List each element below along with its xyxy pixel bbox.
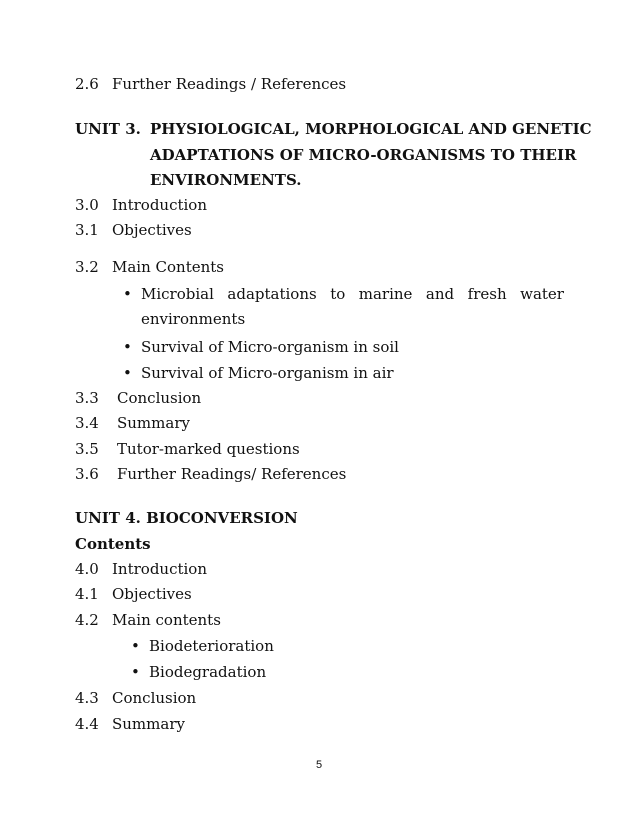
unit-3-heading (75, 119, 592, 139)
toc-item-4-1 (75, 584, 192, 604)
unit-3-title-line-1: PHYSIOLOGICAL, MORPHOLOGICAL AND GENETIC (150, 120, 592, 138)
toc-number: 3.4 (75, 414, 99, 432)
toc-text: Main contents (112, 611, 221, 629)
word: Microbial (141, 285, 214, 303)
toc-number: 2.6 (75, 75, 99, 93)
word: and (425, 285, 455, 303)
bullet-text: Biodeterioration (149, 637, 274, 655)
toc-number: 3.5 (75, 440, 99, 458)
word: to (330, 285, 346, 303)
toc-text: Introduction (112, 196, 207, 214)
bullet-item-continuation: environments (141, 310, 246, 328)
toc-number: 4.1 (75, 585, 99, 603)
toc-text: Further Readings/ References (117, 465, 347, 483)
word: adaptations (227, 285, 317, 303)
toc-text: Main Contents (112, 258, 224, 276)
toc-text: Objectives (112, 585, 192, 603)
toc-number: 4.2 (75, 611, 99, 629)
unit-3-title-line-3: ENVIRONMENTS. (150, 171, 302, 189)
toc-number: 4.3 (75, 689, 99, 707)
toc-item-4-0 (75, 559, 207, 579)
toc-number: 3.1 (75, 221, 99, 239)
toc-text: Summary (117, 414, 190, 432)
toc-item-3-3 (75, 388, 201, 408)
unit-4-heading: UNIT 4. BIOCONVERSION (75, 509, 298, 527)
toc-number: 3.0 (75, 196, 99, 214)
toc-item-3-0 (75, 195, 207, 215)
toc-item-4-4 (75, 714, 185, 734)
toc-number: 3.3 (75, 389, 99, 407)
toc-item-3-5 (75, 439, 300, 459)
contents-label: Contents (75, 535, 151, 553)
toc-text: Objectives (112, 221, 192, 239)
toc-item-3-1 (75, 220, 192, 240)
toc-item-3-4 (75, 413, 190, 433)
toc-text: Summary (112, 715, 185, 733)
toc-number: 3.6 (75, 465, 99, 483)
toc-item-2-6 (75, 74, 346, 94)
toc-number: 3.2 (75, 258, 99, 276)
bullet-text: Biodegradation (149, 663, 267, 681)
bullet-icon: • (123, 338, 132, 356)
bullet-item-marine-adaptations (141, 284, 564, 304)
toc-item-4-3 (75, 688, 196, 708)
bullet-icon: • (123, 364, 132, 382)
bullet-text: Survival of Micro-organism in air (141, 364, 394, 382)
toc-item-3-6 (75, 464, 346, 484)
bullet-icon: • (131, 637, 140, 655)
toc-text: Further Readings / References (112, 75, 347, 93)
toc-item-4-2 (75, 610, 221, 630)
toc-text: Conclusion (117, 389, 202, 407)
unit-3-title-line-2: ADAPTATIONS OF MICRO-ORGANISMS TO THEIR (150, 146, 577, 164)
toc-number: 4.4 (75, 715, 99, 733)
bullet-icon: • (131, 663, 140, 681)
word: marine (358, 285, 413, 303)
toc-text: Introduction (112, 560, 207, 578)
word: water (520, 285, 564, 303)
toc-text: Conclusion (112, 689, 197, 707)
toc-text: Tutor-marked questions (117, 440, 300, 458)
word: fresh (467, 285, 507, 303)
toc-item-3-2 (75, 257, 224, 277)
toc-number: 4.0 (75, 560, 99, 578)
bullet-text: Survival of Micro-organism in soil (141, 338, 399, 356)
page-number: 5 (315, 759, 323, 771)
unit-3-label: UNIT 3. (75, 120, 141, 138)
bullet-icon: • (123, 285, 132, 303)
